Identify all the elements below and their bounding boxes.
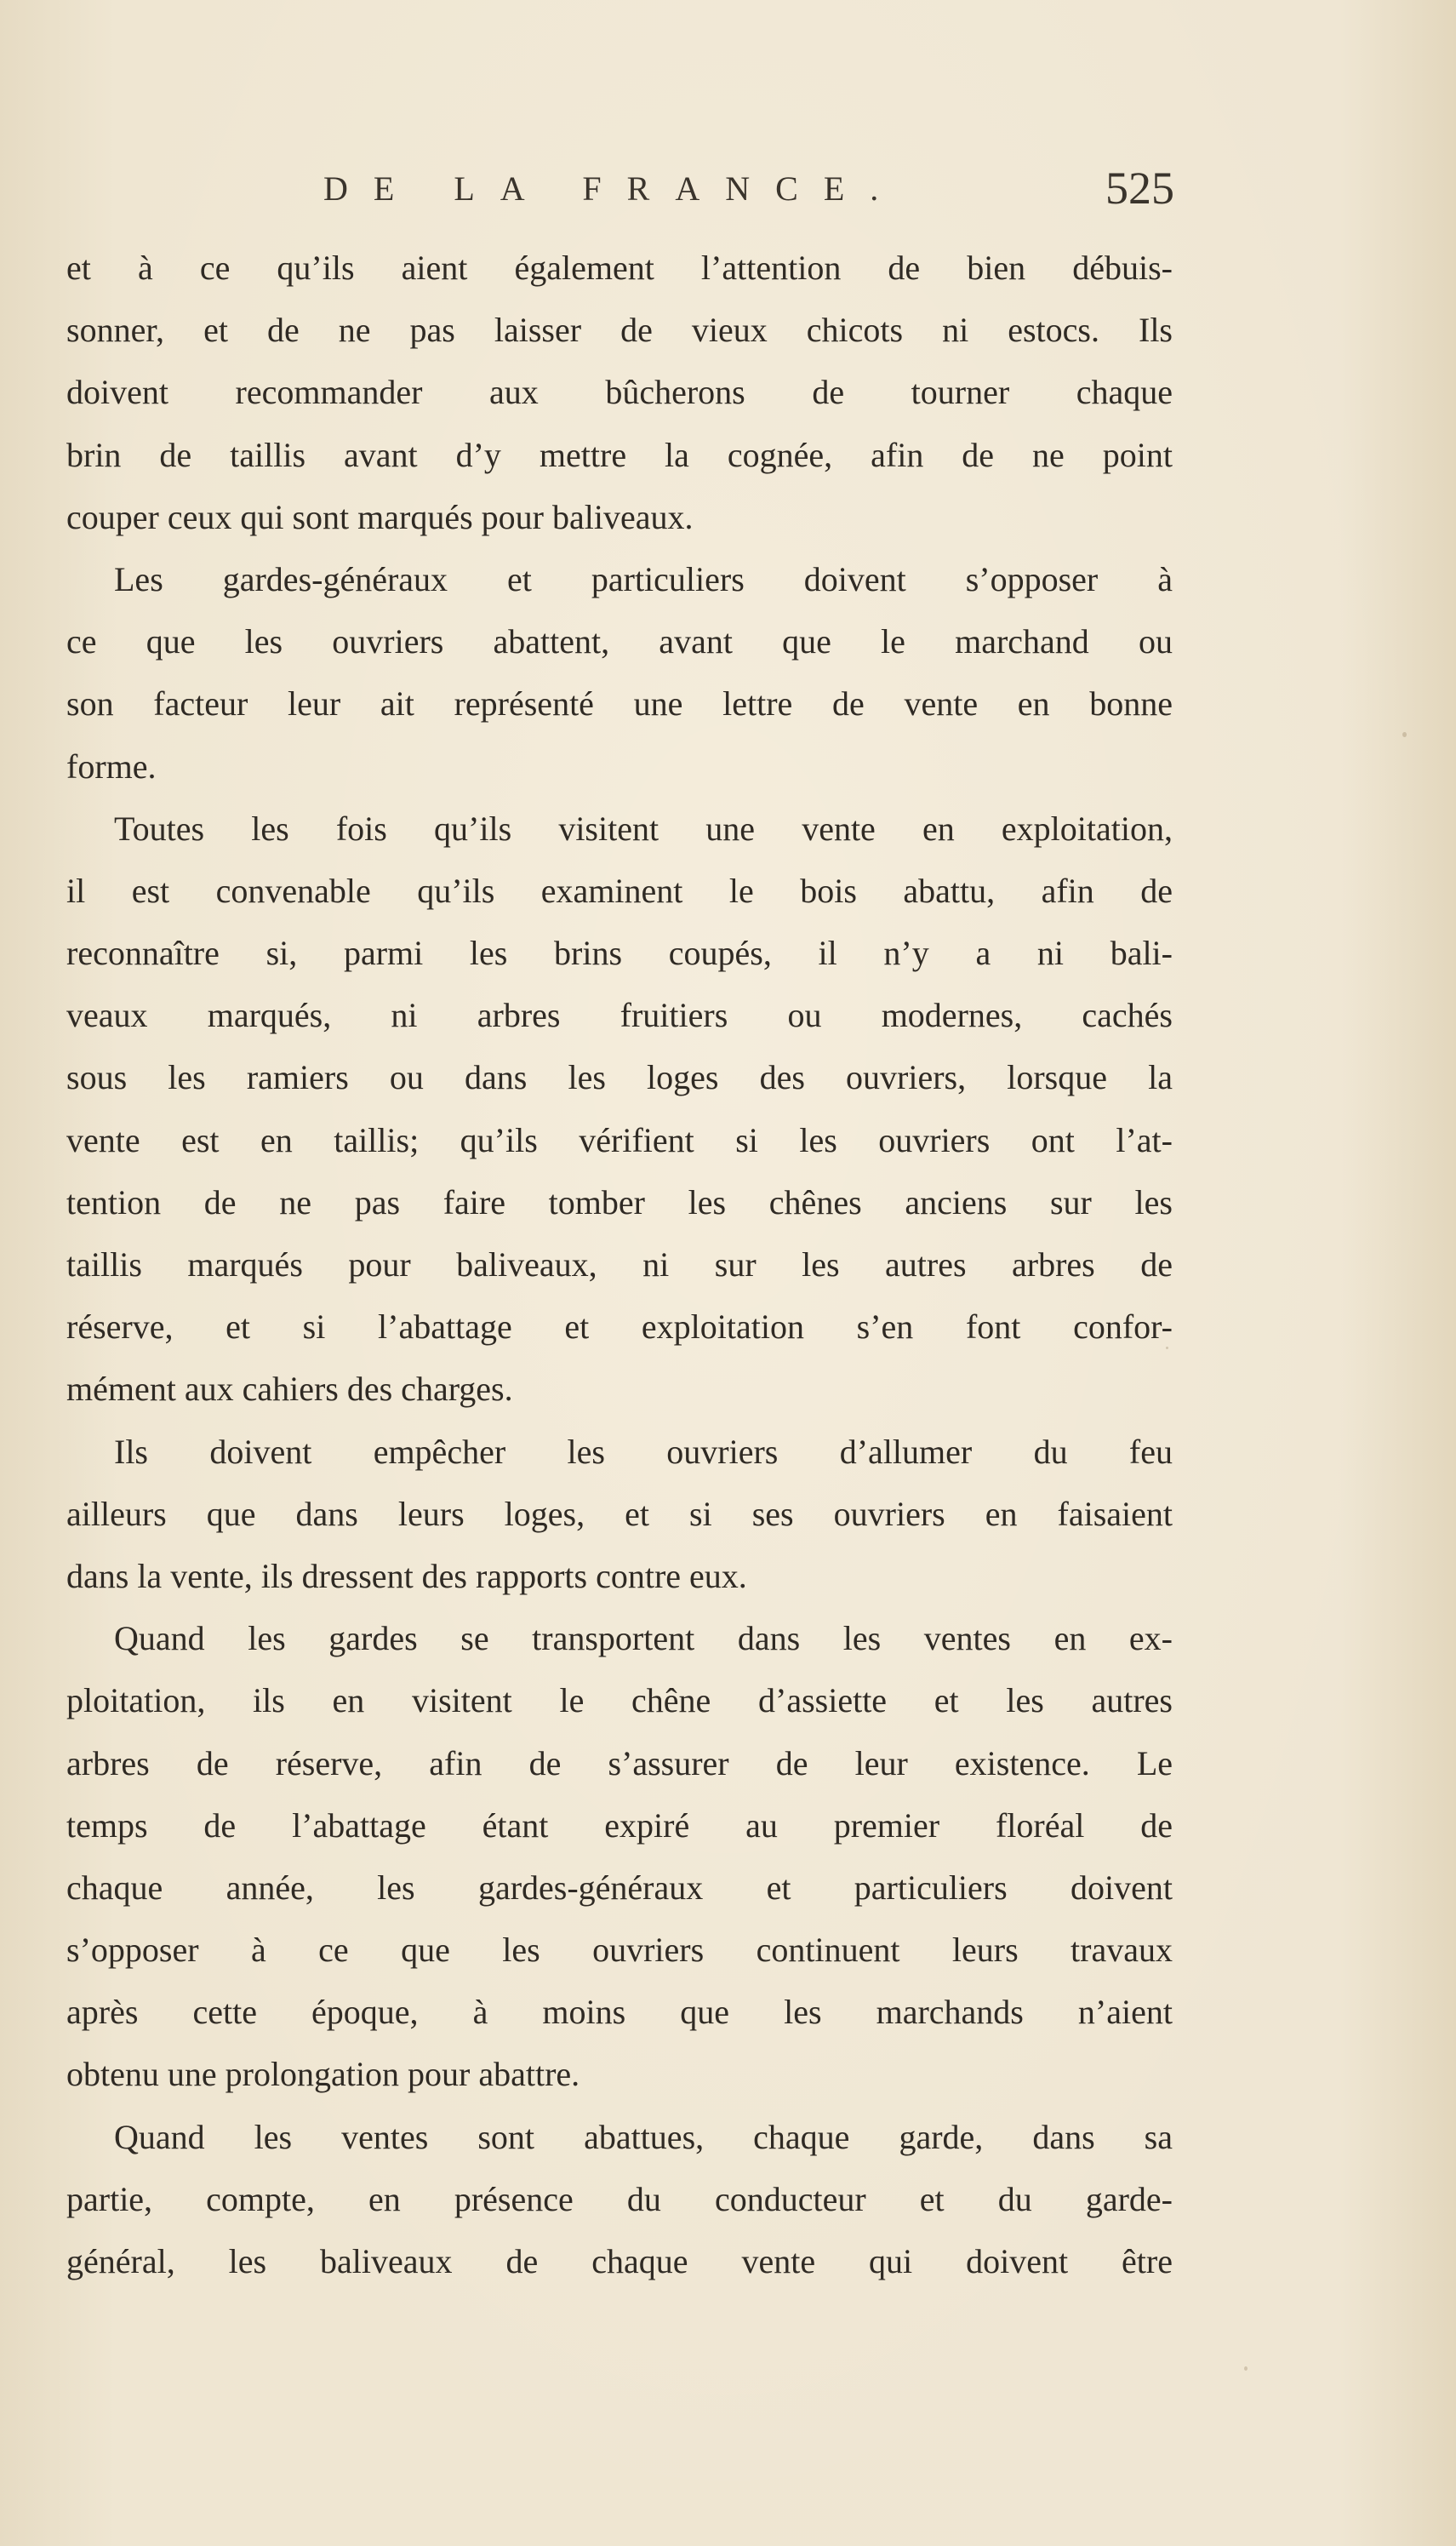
text-line: reconnaître si, parmi les brins coupés, il n’y a ni bali- (66, 934, 1173, 973)
text-line: arbres de réserve, afin de s’assurer de leur existence. Le (66, 1743, 1173, 1782)
text-line: taillis marqués pour baliveaux, ni sur les autres arbres de (66, 1245, 1173, 1284)
text-line: mément aux cahiers des charges. (66, 1370, 513, 1409)
text-line: général, les baliveaux de chaque vente qui doivent être (66, 2242, 1173, 2280)
text-line: il est convenable qu’ils examinent le bois abattu, afin de (66, 871, 1173, 910)
text-line: Ils doivent empêcher les ouvriers d’allumer du feu (114, 1432, 1173, 1471)
text-line: et à ce qu’ils aient également l’attention de bien débuis- (66, 249, 1173, 287)
text-line: temps de l’abattage étant expiré au premier floréal de (66, 1805, 1173, 1845)
text-line: doivent recommander aux bûcherons de tourner chaque (66, 373, 1173, 412)
text-line: partie, compte, en présence du conducteur et du garde- (66, 2179, 1173, 2218)
text-line: ploitation, ils en visitent le chêne d’assiette et les autres (66, 1681, 1173, 1720)
paragraph-5 (66, 1607, 1173, 2106)
page-number: 525 (1105, 163, 1174, 214)
text-line: Toutes les fois qu’ils visitent une vente en exploitation, (114, 809, 1173, 848)
text-line: couper ceux qui sont marqués pour baliveaux. (66, 497, 694, 536)
text-line: s’opposer à ce que les ouvriers continuent leurs travaux (66, 1931, 1173, 1970)
text-line: tention de ne pas faire tomber les chênes anciens sur les (66, 1182, 1173, 1222)
text-line: sonner, et de ne pas laisser de vieux chicots ni estocs. Ils (66, 311, 1173, 350)
text-line: dans la vente, ils dressent des rapports contre eux. (66, 1556, 747, 1595)
text-line: ce que les ouvriers abattent, avant que le marchand ou (66, 622, 1173, 661)
paragraph-2 (66, 548, 1173, 798)
page-header (323, 163, 1174, 220)
body-text (66, 237, 1173, 2292)
text-line: ailleurs que dans leurs loges, et si ses ouvriers en faisaient (66, 1494, 1173, 1533)
text-line: chaque année, les gardes-généraux et particuliers doivent (66, 1868, 1173, 1907)
text-line: Quand les gardes se transportent dans les ventes en ex- (114, 1619, 1173, 1658)
text-line: vente est en taillis; qu’ils vérifient si les ouvriers ont l’at- (66, 1120, 1173, 1159)
text-line: son facteur leur ait représenté une lettre de vente en bonne (66, 684, 1173, 724)
text-line: sous les ramiers ou dans les loges des ouvriers, lorsque la (66, 1058, 1173, 1097)
text-line: réserve, et si l’abattage et exploitation s’en font confor- (66, 1307, 1173, 1347)
text-line: brin de taillis avant d’y mettre la cognée, afin de ne point (66, 435, 1173, 474)
running-head: DE LA FRANCE. (323, 169, 905, 208)
text-line: Les gardes-généraux et particuliers doivent s’opposer à (114, 559, 1173, 598)
text-line: forme. (66, 747, 157, 786)
paper-speck (1402, 732, 1407, 737)
text-line: Quand les ventes sont abattues, chaque garde, dans sa (114, 2117, 1173, 2156)
paragraph-6 (66, 2106, 1173, 2293)
text-line: veaux marqués, ni arbres fruitiers ou modernes, cachés (66, 996, 1173, 1035)
text-line: après cette époque, à moins que les marchands n’aient (66, 1993, 1173, 2032)
paragraph-4 (66, 1421, 1173, 1608)
text-line: obtenu une prolongation pour abattre. (66, 2055, 580, 2094)
paragraph-3 (66, 798, 1173, 1421)
paragraph-1 (66, 237, 1173, 548)
paper-speck (1244, 2366, 1248, 2371)
